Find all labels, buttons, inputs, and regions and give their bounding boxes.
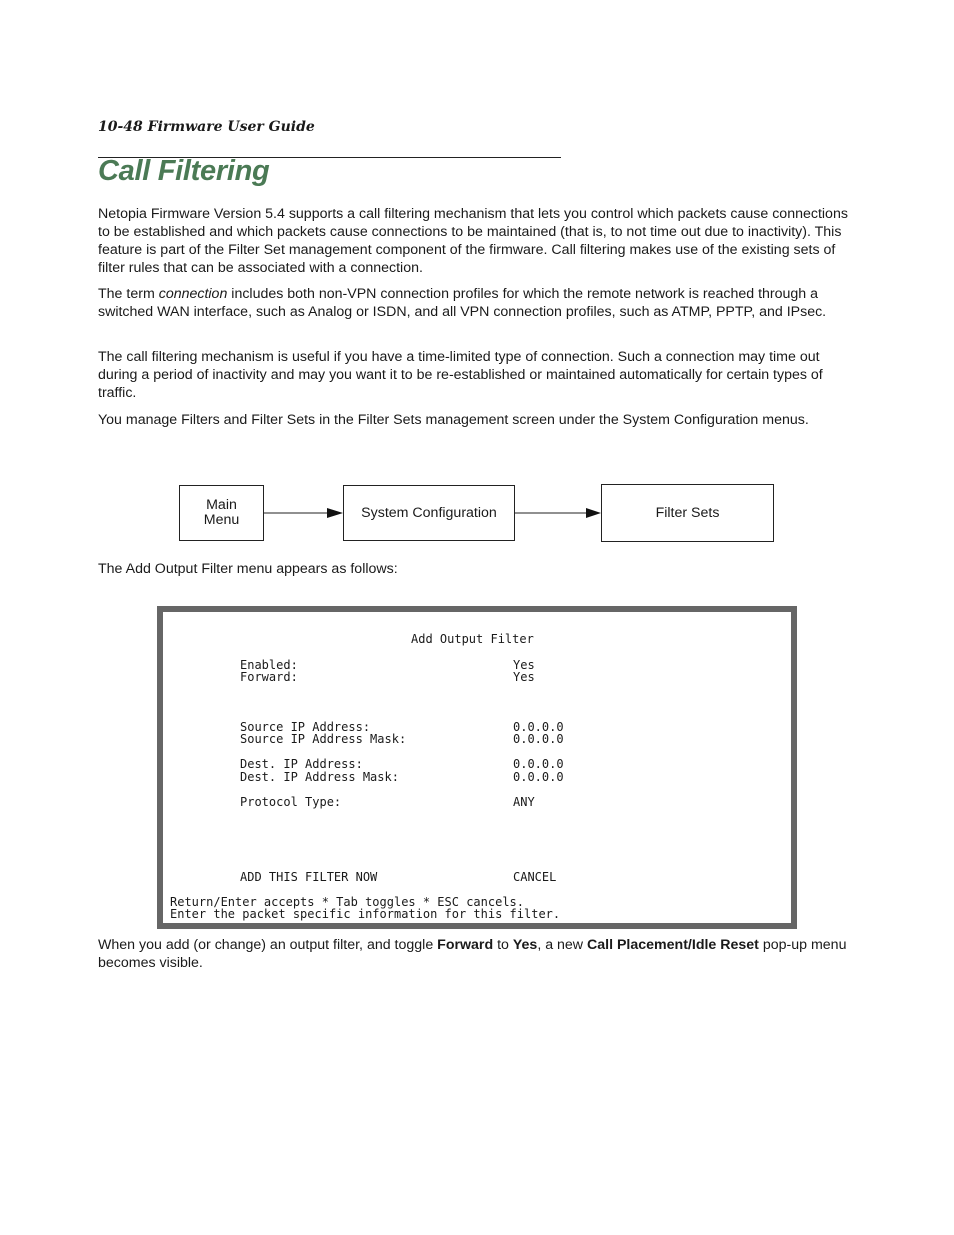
enabled-toggle[interactable]: Yes xyxy=(513,658,535,672)
flow-box-main-menu-label xyxy=(204,498,240,528)
forward-toggle[interactable]: Yes xyxy=(513,670,535,684)
paragraph-usefulness: The call filtering mechanism is useful if you have a time-limited type of connection. Such a connection may time out during a period of inactivity and may you want it to be re-established or maintained automatically for certain types of traffic. xyxy=(98,349,823,401)
text-run: The term xyxy=(98,286,159,302)
bold-yes: Yes xyxy=(512,937,538,953)
flow-box-system-configuration: System Configuration xyxy=(343,485,515,541)
emphasis-connection: connection xyxy=(158,286,228,302)
dest-ip-field[interactable]: 0.0.0.0 xyxy=(513,757,564,771)
source-mask-field[interactable]: 0.0.0.0 xyxy=(513,732,564,746)
cancel-button[interactable]: CANCEL xyxy=(513,870,557,884)
screen-status-line: Enter the packet specific information for this filter. xyxy=(170,907,561,921)
screen-title: Add Output Filter xyxy=(411,632,534,646)
section-title: Call Filtering xyxy=(98,155,270,187)
source-ip-field[interactable]: 0.0.0.0 xyxy=(513,720,564,734)
protocol-type-select[interactable]: ANY xyxy=(513,795,535,809)
flow-box-main-menu xyxy=(179,485,264,541)
text-run: pop-up menu becomes visible. xyxy=(98,937,847,971)
forward-label: Forward: xyxy=(240,670,298,684)
main-menu-line1: Main xyxy=(206,497,237,513)
protocol-type-label: Protocol Type: xyxy=(240,795,342,809)
bold-call-placement: Call Placement/Idle Reset xyxy=(587,937,759,953)
text-run: to xyxy=(493,937,513,953)
arrowhead-system-to-filter xyxy=(586,508,601,518)
bold-forward: Forward xyxy=(437,937,494,953)
screen-help-line: Return/Enter accepts * Tab toggles * ESC cancels. xyxy=(170,895,525,909)
paragraph-manage-filters: You manage Filters and Filter Sets in the Filter Sets management screen under the System Configuration menus. xyxy=(98,412,809,428)
dest-mask-label: Dest. IP Address Mask: xyxy=(240,770,399,784)
paragraph-connection-term xyxy=(98,285,858,321)
paragraph-intro: Netopia Firmware Version 5.4 supports a call filtering mechanism that lets you control which packets cause connections to be established and which packets cause connections to be maintained (that is, to not time out due to inactivity). This feature is part of the Filter Set management component of the firmware. Call filtering makes use of the existing sets of filter rules that can be associated with a connection. xyxy=(98,206,848,276)
paragraph-popup-note xyxy=(98,936,858,972)
main-menu-line2: Menu xyxy=(203,512,240,528)
text-run: When you add (or change) an output filter, and toggle xyxy=(98,937,438,953)
dest-ip-label: Dest. IP Address: xyxy=(240,757,363,771)
source-mask-label: Source IP Address Mask: xyxy=(240,732,407,746)
text-run: , a new xyxy=(537,937,587,953)
add-output-filter-screen xyxy=(157,606,797,929)
paragraph-menu-intro: The Add Output Filter menu appears as follows: xyxy=(98,561,398,577)
add-filter-button[interactable]: ADD THIS FILTER NOW xyxy=(240,870,378,884)
dest-mask-field[interactable]: 0.0.0.0 xyxy=(513,770,564,784)
running-header: 10-48 Firmware User Guide xyxy=(98,119,315,135)
source-ip-label: Source IP Address: xyxy=(240,720,371,734)
text-run: includes both non-VPN connection profiles for which the remote network is reached through a switched WAN interface, such as Analog or ISDN, and all VPN connection profiles, such as ATMP, PPTP, and IPsec. xyxy=(98,286,827,320)
enabled-label: Enabled: xyxy=(240,658,298,672)
flow-box-filter-sets: Filter Sets xyxy=(601,484,774,542)
arrowhead-main-to-system xyxy=(327,508,343,518)
